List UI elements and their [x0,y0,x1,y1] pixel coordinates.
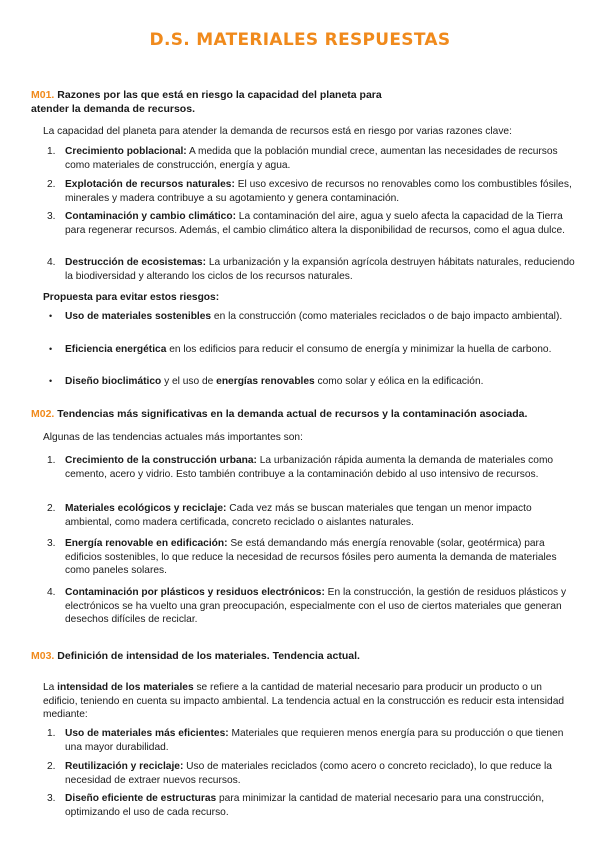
item-bold: Materiales ecológicos y reciclaje: [65,503,227,514]
bullet-icon: • [49,311,53,321]
list-number: 2. [47,761,56,772]
m03-intro [43,681,578,722]
list-number: 1. [47,728,56,739]
item-text: Cada vez más se buscan materiales que tengan un menor impacto ambiental, como madera certificada, concreto reciclado o aislantes naturales. [65,503,532,528]
intro-post: se refiere a la cantidad de material necesario para producir un producto o un edificio, teniendo en cuenta su impacto ambiental. La tendencia actual en la construcción es reducir esta intensidad mediante: [43,682,565,720]
list-number: 4. [47,257,56,268]
m02-question [31,407,591,421]
item-text: Uso de materiales reciclados (como acero o concreto reciclado), lo que reduce la necesidad de extraer nuevos recursos. [65,761,552,786]
m01-question-line2: atender la demanda de recursos. [31,103,195,115]
item-bold: energías renovables [216,376,315,387]
list-number: 1. [47,146,56,157]
item-bold: Crecimiento de la construcción urbana: [65,455,257,466]
item-text: Se está demandando más energía renovable (solar, geotérmica) para edificios sostenibles, lo que reduce la necesidad de recursos fósiles pero aumenta la demanda de materiales como paneles solares. [65,538,557,576]
item-text: El uso excesivo de recursos no renovables como los combustibles fósiles, minerales y madera contribuye a su agotamiento y genera contaminación. [65,179,572,204]
item-bold: Uso de materiales más eficientes: [65,728,229,739]
item-bold: Contaminación y cambio climático: [65,211,236,222]
item-bold: Diseño eficiente de estructuras [65,793,217,804]
item-bold: Energía renovable en edificación: [65,538,228,549]
m02-question-text: Tendencias más significativas en la demanda actual de recursos y la contaminación asociada. [57,408,528,420]
item-bold: Destrucción de ecosistemas: [65,257,206,268]
item-text: La urbanización rápida aumenta la demanda de materiales como cemento, acero y vidrio. Esto también contribuye a la contaminación debido al uso intensivo de recursos. [65,455,554,480]
list-number: 2. [47,503,56,514]
item-text: como solar y eólica en la edificación. [314,376,484,387]
list-number: 3. [47,211,56,222]
item-bold: Contaminación por plásticos y residuos electrónicos: [65,587,325,598]
m01-question [31,88,551,116]
item-bold: Explotación de recursos naturales: [65,179,235,190]
item-text: en la construcción (como materiales reciclados o de bajo impacto ambiental). [211,311,563,322]
m01-intro: La capacidad del planeta para atender la demanda de recursos está en riesgo por varias razones clave: [43,126,512,137]
item-text: para minimizar la cantidad de material necesario para una construcción, optimizando el uso de cada recurso. [65,793,545,818]
list-number: 3. [47,793,56,804]
item-bold: Eficiencia energética [65,344,167,355]
item-bold: Uso de materiales sostenibles [65,311,212,322]
intro-bold: intensidad de los materiales [57,682,194,693]
item-text: y el uso de [161,376,217,387]
item-bold: Reutilización y reciclaje: [65,761,184,772]
document-title: D.S. MATERIALES RESPUESTAS [149,30,451,50]
list-number: 3. [47,538,56,549]
item-text: La urbanización y la expansión agrícola destruyen hábitats naturales, reduciendo la biodiversidad y alterando los ciclos de los recursos naturales. [65,257,575,282]
bullet-icon: • [49,344,53,354]
bullet-icon: • [49,376,53,386]
list-number: 4. [47,587,56,598]
m03-question-text: Definición de intensidad de los materiales. Tendencia actual. [57,650,360,662]
m02-code: M02. [31,408,55,420]
m01-code: M01. [31,89,55,101]
m01-question-line1: Razones por las que está en riesgo la capacidad del planeta para [57,89,382,101]
item-bold: Crecimiento poblacional: [65,146,187,157]
intro-pre: La [43,682,58,693]
item-text: A medida que la población mundial crece, aumentan las necesidades de recursos como materiales de construcción, energía y agua. [65,146,558,171]
item-bold: Diseño bioclimático [65,376,162,387]
item-text: En la construcción, la gestión de residuos plásticos y electrónicos se ha vuelto una gran preocupación, especialmente con el uso de ciertos materiales que generan desechos difíciles de reciclar. [65,587,567,625]
item-text: La contaminación del aire, agua y suelo afecta la capacidad de la Tierra para regenerar recursos. Además, el cambio climático altera la disponibilidad de recursos, como el agua dulce. [65,211,566,236]
list-number: 2. [47,179,56,190]
item-text: Materiales que requieren menos energía para su producción o que tienen una mayor durabilidad. [65,728,564,753]
m03-code: M03. [31,650,55,662]
m03-question [31,649,551,663]
item-text: en los edificios para reducir el consumo de energía y minimizar la huella de carbono. [166,344,552,355]
list-number: 1. [47,455,56,466]
m02-intro: Algunas de las tendencias actuales más importantes son: [43,432,303,443]
m01-proposal-heading: Propuesta para evitar estos riesgos: [43,292,220,303]
